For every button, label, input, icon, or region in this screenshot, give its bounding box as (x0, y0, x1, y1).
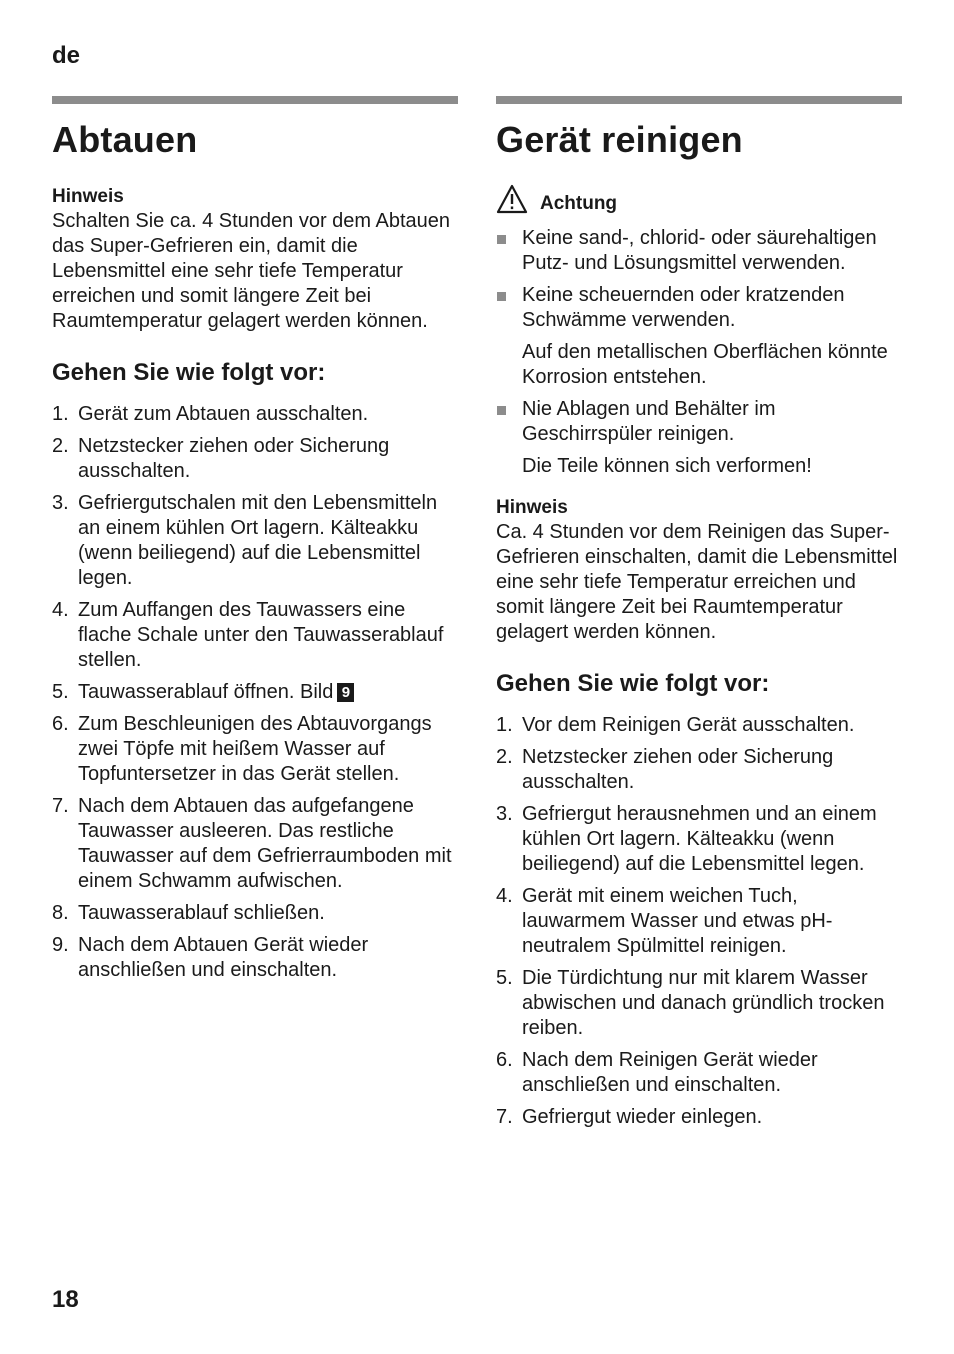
step-text: Tauwasserablauf öffnen. Bild (78, 681, 334, 703)
note-text: Ca. 4 Stunden vor dem Reinigen das Super-Gefrieren einschalten, damit die Lebensmittel eine sehr tiefe Temperatur erreichen und somit längere Zeit bei Raumtemperatur gelagert werden können. (496, 521, 898, 643)
step-number: 5. (496, 967, 513, 989)
steps-list (496, 713, 902, 1130)
step-text: Tauwasserablauf schließen. (78, 902, 325, 924)
step-number: 7. (52, 795, 69, 817)
step-number: 1. (496, 714, 513, 736)
step-item (52, 491, 458, 591)
warning-list (496, 226, 902, 479)
step-text: Nach dem Reinigen Gerät wieder anschließen und einschalten. (522, 1049, 818, 1096)
section-title: Abtauen (52, 119, 198, 160)
section-rule (52, 96, 458, 104)
steps-list (52, 402, 458, 983)
warning-triangle-icon (496, 184, 528, 214)
section-abtauen (52, 96, 458, 990)
step-text: Nach dem Abtauen Gerät wieder anschließen und einschalten. (78, 934, 369, 981)
step-text: Gerät zum Abtauen ausschalten. (78, 403, 369, 425)
step-item (496, 884, 902, 959)
warning-item (496, 226, 902, 276)
bullet-square-icon (497, 292, 506, 301)
section-title: Gerät reinigen (496, 119, 743, 160)
step-item (496, 966, 902, 1041)
step-number: 2. (496, 746, 513, 768)
warning-item (496, 397, 902, 479)
figure-reference: 9 (337, 683, 354, 702)
bullet-square-icon (497, 235, 506, 244)
step-item (496, 1105, 902, 1130)
language-label: de (52, 42, 81, 69)
step-item (52, 434, 458, 484)
step-item (52, 680, 458, 705)
warning-subtext: Die Teile können sich verformen! (522, 455, 812, 477)
step-item (496, 713, 902, 738)
step-number: 1. (52, 403, 69, 425)
step-number: 3. (496, 803, 513, 825)
step-item (496, 802, 902, 877)
step-item (496, 745, 902, 795)
step-text: Netzstecker ziehen oder Sicherung ausschalten. (522, 746, 834, 793)
note-title: Hinweis (52, 186, 124, 207)
step-text: Die Türdichtung nur mit klarem Wasser abwischen und danach gründlich trocken reiben. (522, 967, 885, 1039)
step-number: 5. (52, 681, 69, 703)
step-text: Zum Auffangen des Tauwassers eine flache Schale unter den Tauwasserablauf stellen. (78, 599, 444, 671)
step-item (52, 901, 458, 926)
warning-text: Keine scheuernden oder kratzenden Schwämme verwenden. (522, 284, 845, 331)
step-item (52, 794, 458, 894)
warning-text: Keine sand-, chlorid- oder säurehaltigen Putz- und Lösungsmittel verwenden. (522, 227, 877, 274)
warning-item (496, 283, 902, 390)
step-text: Gefriergutschalen mit den Lebensmitteln an einem kühlen Ort lagern. Kälteakku (wenn beiliegend) auf die Lebensmittel legen. (78, 492, 438, 589)
step-number: 6. (496, 1049, 513, 1071)
step-text: Gefriergut wieder einlegen. (522, 1106, 763, 1128)
steps-title: Gehen Sie wie folgt vor: (52, 359, 326, 386)
step-item (52, 402, 458, 427)
steps-title: Gehen Sie wie folgt vor: (496, 670, 770, 697)
step-text: Netzstecker ziehen oder Sicherung ausschalten. (78, 435, 390, 482)
step-number: 2. (52, 435, 69, 457)
step-text: Gerät mit einem weichen Tuch, lauwarmem Wasser und etwas pH-neutralem Spülmittel reinigen. (522, 885, 833, 957)
step-number: 8. (52, 902, 69, 924)
section-geraet-reinigen (496, 96, 902, 1137)
warning-header (496, 178, 902, 214)
warning-text: Nie Ablagen und Behälter im Geschirrspüler reinigen. (522, 398, 776, 445)
step-text: Vor dem Reinigen Gerät ausschalten. (522, 714, 855, 736)
page-number: 18 (52, 1286, 79, 1313)
step-text: Gefriergut herausnehmen und an einem kühlen Ort lagern. Kälteakku (wenn beiliegend) auf die Lebensmittel legen. (522, 803, 877, 875)
note-title: Hinweis (496, 497, 568, 518)
warning-label: Achtung (540, 193, 618, 214)
step-number: 7. (496, 1106, 513, 1128)
note-text: Schalten Sie ca. 4 Stunden vor dem Abtauen das Super-Gefrieren ein, damit die Lebensmittel eine sehr tiefe Temperatur erreichen und somit längere Zeit bei Raumtemperatur gelagert werden können. (52, 210, 451, 332)
bullet-square-icon (497, 406, 506, 415)
step-text: Zum Beschleunigen des Abtauvorgangs zwei Töpfe mit heißem Wasser auf Topfuntersetzer in das Gerät stellen. (78, 713, 432, 785)
step-item (496, 1048, 902, 1098)
step-item (52, 712, 458, 787)
step-number: 4. (496, 885, 513, 907)
step-item (52, 598, 458, 673)
step-number: 9. (52, 934, 69, 956)
step-text: Nach dem Abtauen das aufgefangene Tauwasser ausleeren. Das restliche Tauwasser auf dem Gefrierraumboden mit einem Schwamm aufwischen. (78, 795, 452, 892)
warning-subtext: Auf den metallischen Oberflächen könnte Korrosion entstehen. (522, 341, 888, 388)
step-number: 6. (52, 713, 69, 735)
step-number: 3. (52, 492, 69, 514)
step-item (52, 933, 458, 983)
step-number: 4. (52, 599, 69, 621)
section-rule (496, 96, 902, 104)
